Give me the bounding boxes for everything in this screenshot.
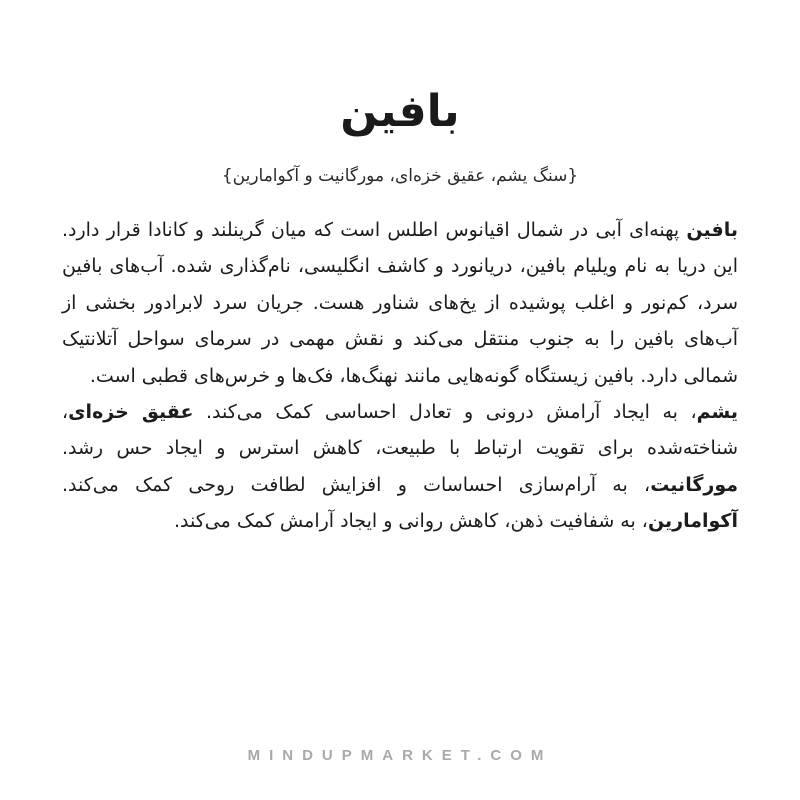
- stone-jade: یشم: [696, 401, 738, 424]
- stones-subtitle: {سنگ یشم، عقیق خزه‌ای، مورگانیت و آکوامارین}: [221, 166, 579, 186]
- stone-moss-agate: عقیق خزه‌ای: [68, 401, 194, 424]
- stones-paragraph: [62, 394, 738, 540]
- sea-term: بافین: [686, 219, 738, 241]
- site-footer: MINDUPMARKET.COM: [247, 747, 553, 764]
- stone-morganite: مورگانیت: [650, 473, 738, 496]
- stone-aquamarine: آکوامارین: [647, 510, 738, 533]
- stone-morganite-description: ، به آرام‌سازی احساسات و افزایش لطافت روحی کمک می‌کند.: [62, 473, 651, 496]
- page-title: بافین: [340, 86, 460, 137]
- description-body: [62, 212, 738, 540]
- stone-jade-description: ، به ایجاد آرامش درونی و تعادل احساسی کمک می‌کند.: [193, 401, 697, 424]
- sea-description: پهنه‌ای آبی در شمال اقیانوس اطلس است که میان گرینلند و کانادا قرار دارد. این دریا به نام ویلیام بافین، دریانورد و کاشف انگلیسی، نام‌گذاری شده. آب‌های بافین سرد، کم‌نور و اغلب پوشیده از یخ‌های شناور هست. جریان سرد لابرادور بخشی از آب‌های بافین را به جنوب منتقل می‌کند و نقش مهمی در سرمای سواحل آتلانتیک شمالی دارد. بافین زیستگاه گونه‌هایی مانند نهنگ‌ها، فک‌ها و خرس‌های قطبی است.: [62, 219, 738, 387]
- stone-moss-agate-description: ، شناخته‌شده برای تقویت ارتباط با طبیعت، کاهش استرس و ایجاد حس رشد.: [62, 401, 738, 460]
- sea-paragraph: [62, 212, 738, 394]
- stone-aquamarine-description: ، به شفافیت ذهن، کاهش روانی و ایجاد آرامش کمک می‌کند.: [174, 510, 648, 533]
